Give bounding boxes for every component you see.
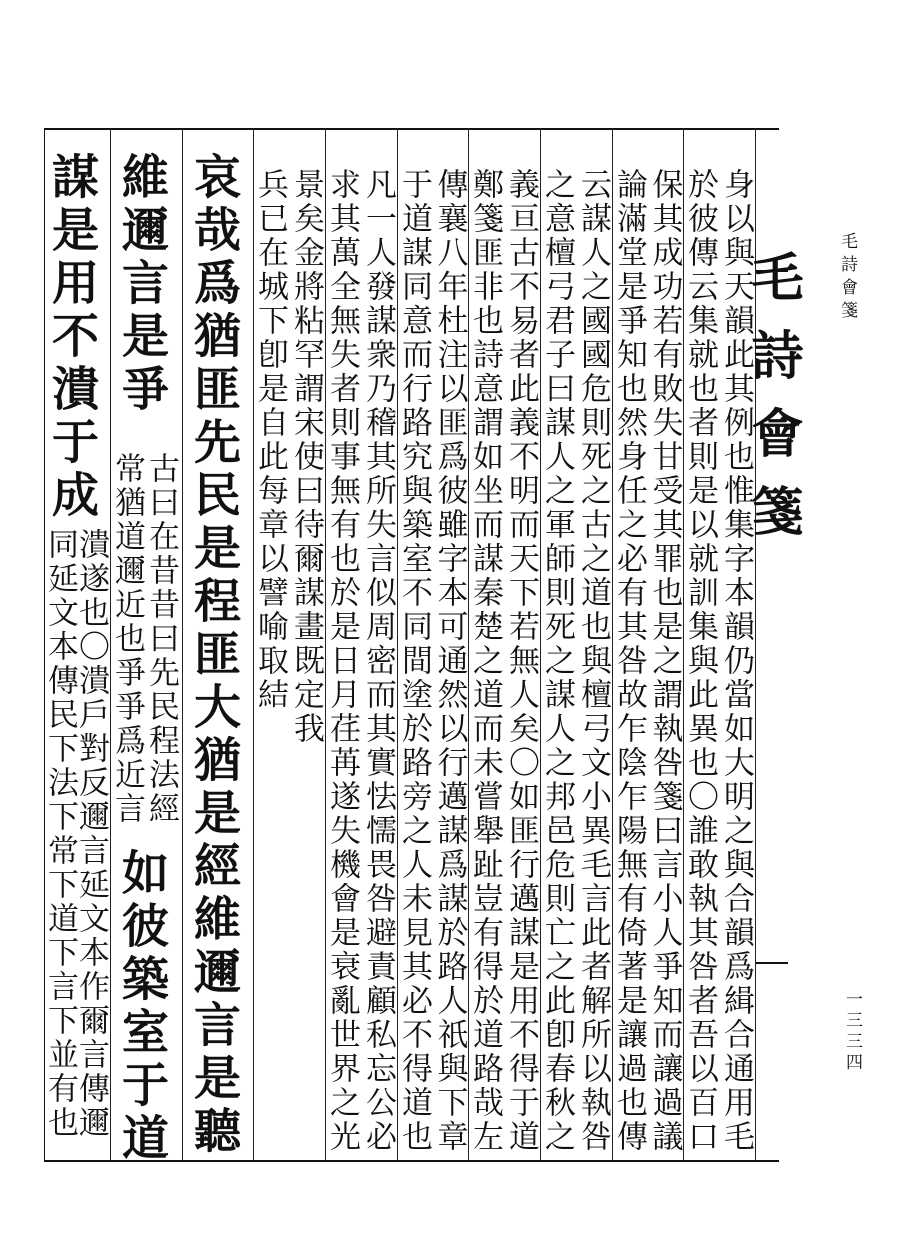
text-column: 求其萬全無失者則事無有也於是日月荏苒遂失機會是衰亂世界之光 [324, 168, 360, 1154]
annotation-column: 常猶道邇近也爭爭爲近言 [109, 452, 145, 826]
text-column: 云謀人之國國危則死之古之道也與檀弓文小異毛言此者解所以執咎 [575, 168, 611, 1154]
text-column: 之意檀弓君子曰謀人之軍師則死之謀人之邦邑危則亡之此卽春秋之 [539, 168, 575, 1154]
text-column: 於彼傳云集就也者則是以就訓集與此異也〇誰敢執其咎者吾以百口 [682, 168, 718, 1154]
main-text-column: 謀是用不潰于成 [44, 152, 99, 523]
text-column: 鄭箋匪非也詩意謂如坐而謀秦楚之道而未嘗舉趾豈有得於道路哉左 [467, 168, 503, 1154]
text-column-short: 兵已在城下卽是自此每章以譬喻取結 [252, 168, 288, 712]
spine-label: 毛詩會箋 [742, 250, 803, 562]
main-text-column: 哀哉爲猶匪先民是程匪大猶是經維邇言是聽 [186, 152, 241, 1159]
annotation-column: 潰遂也〇潰戶對反邇言延文本作爾言傳邇 [73, 528, 109, 1140]
text-column-short: 景矣金將粘罕謂宋使曰待爾謀畫既定我 [288, 168, 324, 746]
text-column: 保其成功若有敗失甘受其罪也是之謂執咎箋曰言小人爭知而讓過議 [646, 168, 683, 1154]
text-column: 傳襄八年杜注以匪爲彼雖字本可通然以行邁謀爲謀於路人祇與下章 [431, 168, 468, 1154]
text-column: 義亘古不易者此義不明而天下若無人矣〇如匪行邁謀是用不得于道 [503, 168, 539, 1154]
annotation-column: 同延文本傳民下法下常下道下言下並有也 [42, 528, 78, 1140]
annotation-column: 古曰在昔昔曰先民程法經 [143, 452, 179, 826]
main-text-column: 如彼築室于道 [114, 848, 169, 1166]
book-title: 毛詩會箋 [837, 232, 857, 324]
main-text-column: 維邇言是爭 [114, 152, 169, 417]
column-rule [182, 128, 183, 1160]
page-number: 一三三四 [842, 990, 862, 1074]
text-column: 論滿堂是爭知也然身任之必有其咎故乍陰乍陽無有倚著是讓過也傳 [611, 168, 647, 1154]
text-column: 身以與天韻此其例也惟集字本韻仍當如大明之與合韻爲緝合通用毛 [718, 168, 754, 1154]
spine-mark [756, 962, 788, 964]
text-column: 凡一人發謀衆乃稽其所失言似周密而其實怯懦畏咎避責顧私忘公必 [360, 168, 396, 1154]
text-column: 于道謀同意而行路究與築室不同間塗於路旁之人未見其必不得道也 [396, 168, 432, 1154]
